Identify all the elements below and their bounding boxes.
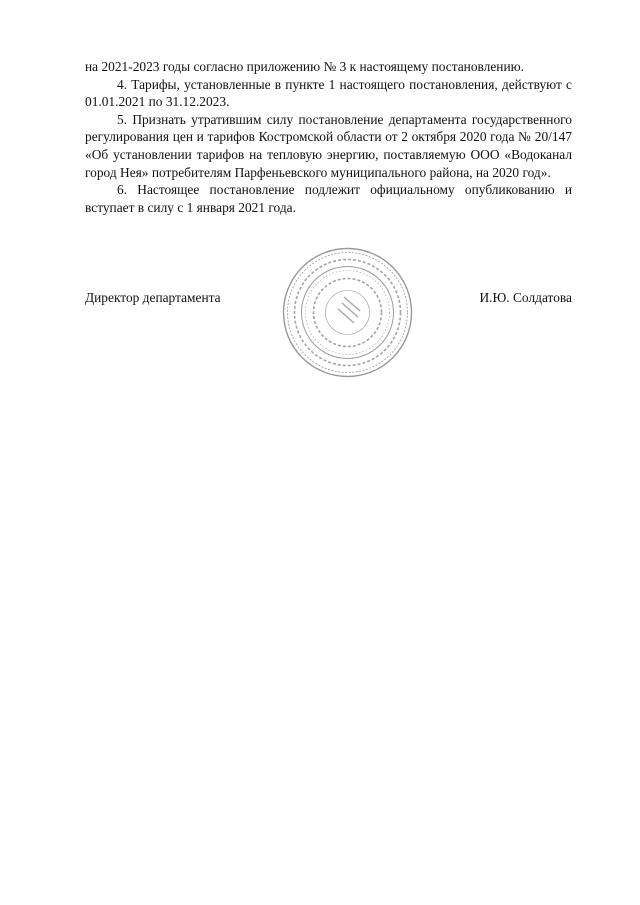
- official-seal-stamp: [280, 245, 415, 380]
- paragraph-continuation: на 2021-2023 годы согласно приложению № 3 к настоящему постановлению.: [85, 59, 524, 74]
- paragraph-item-6: 6. Настоящее постановление подлежит официальному опубликованию и вступает в силу с 1 января 2021 года.: [85, 182, 572, 215]
- document-body: [85, 58, 572, 216]
- paragraph-item-5: 5. Признать утратившим силу постановление департамента государственного регулирования цен и тарифов Костромской области от 2 октября 2020 года № 20/147 «Об установлении тарифов на тепловую энергию, поставляемую ООО «Водоканал город Нея» потребителям Парфеньевского муниципального района, на 2020 год».: [85, 111, 572, 180]
- paragraph-item-4: 4. Тарифы, установленные в пункте 1 настоящего постановления, действуют с 01.01.2021 по 31.12.2023.: [85, 76, 572, 110]
- signatory-name: И.Ю. Солдатова: [479, 290, 572, 305]
- signatory-position: Директор департамента: [85, 290, 221, 305]
